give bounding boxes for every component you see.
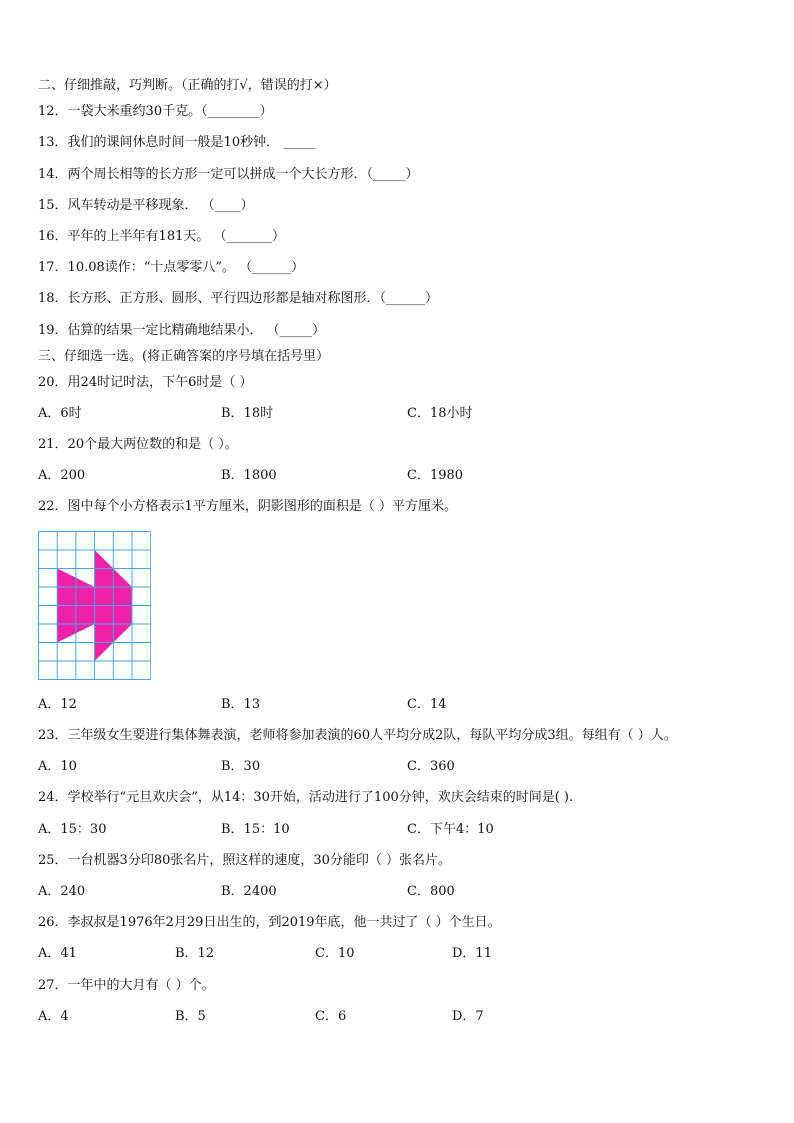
option-c[interactable]: C．下午4：10 (407, 822, 494, 837)
option-b[interactable]: B．15：10 (221, 822, 290, 837)
option-b[interactable]: B．30 (221, 759, 261, 774)
option-b[interactable]: B．18时 (221, 406, 274, 421)
grid-lines (39, 532, 151, 680)
question-24: 24．学校举行“元旦欢庆会”，从14：30开始，活动进行了100分钟，欢庆会结束的时间是( ). (38, 790, 574, 805)
section2-heading: 二、仔细推敲，巧判断。（正确的打√，错误的打×） (38, 78, 337, 93)
question-27: 27．一年中的大月有（ ）个。 (38, 978, 215, 993)
option-b[interactable]: B．13 (221, 697, 261, 712)
judge-item-14: 14．两个周长相等的长方形一定可以拼成一个大长方形．（_____） (38, 167, 419, 182)
option-c[interactable]: C．10 (315, 946, 355, 961)
option-a[interactable]: A．200 (38, 468, 86, 483)
options-27 (38, 1009, 778, 1025)
options-20 (38, 406, 778, 422)
option-d[interactable]: D．11 (452, 946, 492, 961)
question-22: 22．图中每个小方格表示1平方厘米，阴影图形的面积是（ ）平方厘米。 (38, 499, 457, 514)
option-a[interactable]: A．15：30 (38, 822, 107, 837)
option-c[interactable]: C．18小时 (407, 406, 473, 421)
option-a[interactable]: A．240 (38, 884, 86, 899)
judge-item-15: 15．风车转动是平移现象． （____） (38, 198, 254, 213)
option-c[interactable]: C．360 (407, 759, 455, 774)
option-b[interactable]: B．12 (175, 946, 215, 961)
options-26 (38, 946, 778, 962)
judge-item-17: 17．10.08读作：“十点零零八”。 （______） (38, 260, 305, 275)
option-a[interactable]: A．6时 (38, 406, 82, 421)
option-c[interactable]: C．1980 (407, 468, 464, 483)
question-21: 21．20个最大两位数的和是（ ）。 (38, 437, 238, 452)
option-b[interactable]: B．5 (175, 1009, 206, 1024)
option-a[interactable]: A．12 (38, 697, 77, 712)
option-a[interactable]: A．4 (38, 1009, 69, 1024)
judge-item-13: 13．我们的课间休息时间一般是10秒钟． _____ (38, 135, 316, 150)
question-25: 25．一台机器3分印80张名片，照这样的速度，30分能印（ ）张名片。 (38, 853, 452, 868)
judge-item-12: 12．一袋大米重约30千克。（________） (38, 104, 273, 119)
section3-heading: 三、仔细选一选。(将正确答案的序号填在括号里） (38, 349, 330, 364)
options-25 (38, 884, 778, 900)
question-26: 26．李叔叔是1976年2月29日出生的，到2019年底，他一共过了（ ）个生日。 (38, 915, 501, 930)
option-d[interactable]: D．7 (452, 1009, 484, 1024)
question-23: 23．三年级女生要进行集体舞表演，老师将参加表演的60人平均分成2队，每队平均分成3组。每组有（ ）人。 (38, 728, 677, 743)
option-a[interactable]: A．41 (38, 946, 77, 961)
judge-item-19: 19．估算的结果一定比精确地结果小． （_____） (38, 323, 326, 338)
question-20: 20．用24时记时法，下午6时是（ ） (38, 375, 253, 390)
option-b[interactable]: B．2400 (221, 884, 277, 899)
grid-figure (38, 531, 151, 680)
options-24 (38, 822, 778, 838)
option-a[interactable]: A．10 (38, 759, 77, 774)
options-22 (38, 697, 778, 713)
option-b[interactable]: B．1800 (221, 468, 277, 483)
option-c[interactable]: C．800 (407, 884, 455, 899)
option-c[interactable]: C．6 (315, 1009, 347, 1024)
judge-item-18: 18．长方形、正方形、圆形、平行四边形都是轴对称图形．（______） (38, 291, 439, 306)
options-23 (38, 759, 778, 775)
option-c[interactable]: C．14 (407, 697, 447, 712)
judge-item-16: 16．平年的上半年有181天。 （_______） (38, 229, 285, 244)
options-21 (38, 468, 778, 484)
